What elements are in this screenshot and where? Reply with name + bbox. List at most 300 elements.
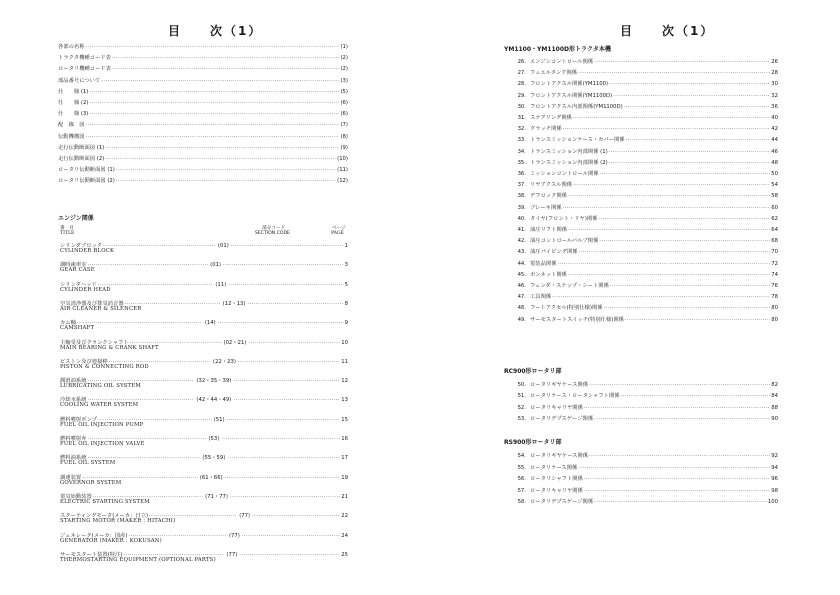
dot-leader bbox=[225, 475, 341, 481]
dot-leader bbox=[230, 494, 340, 500]
dot-leader bbox=[625, 317, 770, 323]
dot-leader bbox=[88, 262, 209, 268]
col-title-en: TITLE bbox=[60, 231, 75, 236]
dot-leader bbox=[568, 193, 770, 199]
dot-leader bbox=[621, 393, 771, 399]
index-row bbox=[508, 147, 778, 155]
entry-label: ロータリケース関係 bbox=[530, 464, 578, 471]
entry-number: 55. bbox=[517, 464, 526, 471]
dot-leader bbox=[578, 70, 770, 76]
section-code: (71・77) bbox=[205, 493, 228, 500]
index-row bbox=[58, 165, 348, 173]
engine-row bbox=[60, 260, 348, 268]
engine-label-jp: スターティングモータ(メーカ：日立) bbox=[60, 513, 149, 520]
index-row bbox=[508, 391, 778, 399]
engine-label-jp: 調速装置 bbox=[60, 474, 82, 481]
index-page: (12) bbox=[337, 178, 348, 185]
index-row bbox=[58, 53, 348, 61]
engine-label-en: PISTON & CONNECTING ROD bbox=[60, 363, 149, 370]
engine-label-en: GOVERNOR SYSTEM bbox=[60, 479, 122, 486]
index-row bbox=[58, 109, 348, 117]
section-code: (53) bbox=[208, 436, 220, 442]
entry-number: 52. bbox=[517, 404, 526, 411]
index-row bbox=[508, 236, 778, 244]
entry-number: 29. bbox=[517, 92, 526, 99]
dot-leader bbox=[610, 283, 770, 289]
index-row bbox=[508, 169, 778, 177]
entry-label: フートアクセル(特別仕様)関係 bbox=[530, 305, 603, 312]
dot-leader bbox=[609, 81, 770, 87]
dot-leader bbox=[86, 134, 340, 140]
entry-page: 42 bbox=[771, 126, 778, 133]
engine-section-heading: エンジン関係 bbox=[58, 215, 94, 222]
entry-page: 90 bbox=[771, 416, 778, 423]
right-page bbox=[420, 0, 840, 595]
engine-page: 11 bbox=[341, 358, 349, 365]
engine-label-en: ELECTRIC STARTING SYSTEM bbox=[60, 498, 150, 505]
index-row bbox=[58, 64, 348, 72]
section-code: (01) bbox=[210, 262, 221, 269]
col-page-en: PAGE bbox=[331, 231, 345, 236]
col-code-en: SECTION CODE bbox=[255, 231, 290, 236]
engine-label-en: CAMSHAFT bbox=[60, 325, 95, 332]
dot-leader bbox=[563, 205, 771, 211]
entry-label: ロータリキャリヤ関係 bbox=[530, 404, 583, 411]
engine-page: 5 bbox=[344, 281, 348, 288]
index-page: (6) bbox=[340, 100, 348, 106]
engine-label-jp: ジェネレータ(メーカ：国産) bbox=[60, 532, 128, 539]
entry-number: 37. bbox=[517, 182, 526, 189]
entry-label: トランスミッションケース・カバー関係 bbox=[530, 137, 625, 144]
engine-page: 10 bbox=[341, 339, 349, 346]
entry-page: 78 bbox=[771, 294, 778, 301]
entry-page: 36 bbox=[771, 103, 778, 110]
index-label: 仕 様 (2) bbox=[58, 100, 89, 106]
entry-page: 94 bbox=[771, 464, 778, 471]
entry-label: フュエルタンク関係 bbox=[530, 70, 578, 77]
entry-number: 43. bbox=[517, 249, 526, 256]
entry-number: 39. bbox=[517, 204, 526, 211]
entry-label: ロータリシャフト関係 bbox=[530, 476, 583, 483]
engine-page: 25 bbox=[341, 551, 348, 558]
index-page: (9) bbox=[340, 144, 348, 151]
index-label: 仕 様 (3) bbox=[58, 111, 89, 118]
dot-leader bbox=[248, 301, 344, 307]
engine-label-en: GENERATOR (MAKER : KOKUSAN) bbox=[60, 537, 162, 544]
dot-leader bbox=[103, 243, 216, 249]
dot-leader bbox=[218, 320, 344, 326]
entry-page: 84 bbox=[771, 393, 778, 400]
dot-leader bbox=[223, 262, 344, 268]
entry-number: 34. bbox=[517, 148, 526, 155]
engine-label-en: THERMOSTARTING EQUIPMENT (OPTIONAL PARTS) bbox=[60, 556, 216, 563]
entry-number: 40. bbox=[517, 215, 526, 222]
index-row bbox=[58, 76, 348, 84]
index-row bbox=[508, 180, 778, 188]
engine-page: 8 bbox=[344, 300, 348, 307]
section-code: (77) bbox=[228, 532, 240, 539]
dot-leader bbox=[248, 340, 340, 346]
entry-number: 45. bbox=[517, 271, 526, 278]
entry-label: フロントアクスル関係(YM1100) bbox=[530, 81, 609, 88]
entry-label: エンジンコントロール関係 bbox=[530, 59, 594, 65]
entry-number: 31. bbox=[517, 115, 526, 121]
dot-leader bbox=[594, 499, 767, 505]
index-row bbox=[58, 120, 348, 128]
entry-page: 26 bbox=[771, 59, 778, 65]
index-row bbox=[508, 135, 778, 143]
index-row bbox=[508, 303, 778, 311]
dot-leader bbox=[77, 320, 203, 326]
index-row bbox=[508, 380, 778, 388]
entry-page: 72 bbox=[771, 260, 778, 267]
entry-label: ロータリケース・ロータシャフト関係 bbox=[530, 393, 620, 400]
entry-label: デフロック関係 bbox=[530, 193, 567, 200]
col-page-jp: ページ bbox=[332, 226, 346, 231]
engine-label-jp: 燃料噴射ポンプ bbox=[60, 416, 98, 423]
entry-number: 46. bbox=[517, 283, 526, 289]
entry-page: 28 bbox=[771, 70, 778, 77]
engine-label-en: GEAR CASE bbox=[60, 267, 95, 274]
entry-number: 33. bbox=[517, 137, 526, 144]
entry-page: 76 bbox=[771, 283, 778, 289]
engine-page: 13 bbox=[341, 397, 349, 404]
engine-label-jp: サーモスタート装置(特注) bbox=[60, 551, 123, 558]
engine-row bbox=[60, 318, 348, 326]
engine-label-jp: シリンダヘッド bbox=[60, 281, 97, 288]
section-code: (61・66) bbox=[199, 474, 223, 481]
entry-label: ボンネット関係 bbox=[530, 271, 567, 278]
engine-label-jp: 燃料噴射弁 bbox=[60, 436, 87, 442]
entry-number: 51. bbox=[517, 393, 526, 400]
engine-page: 12 bbox=[341, 378, 349, 385]
section-heading: RC900形ロータリ部 bbox=[504, 368, 562, 375]
index-row bbox=[58, 87, 348, 95]
entry-number: 28. bbox=[517, 81, 526, 88]
entry-number: 54. bbox=[517, 453, 526, 459]
dot-leader bbox=[604, 305, 771, 311]
index-label: 走行伝動断面図 (1) bbox=[58, 144, 105, 151]
engine-label-en: COOLING WATER SYSTEM bbox=[60, 402, 139, 409]
dot-leader bbox=[239, 552, 340, 558]
entry-label: フェンダ・ステップ・シート関係 bbox=[530, 283, 609, 289]
index-page: (6) bbox=[340, 111, 348, 118]
dot-leader bbox=[589, 453, 770, 459]
index-label: ロータリ伝動断面図 (1) bbox=[58, 167, 115, 174]
entry-page: 80 bbox=[771, 316, 778, 323]
index-row bbox=[508, 214, 778, 222]
entry-label: ロータリギヤケース関係 bbox=[530, 382, 589, 388]
dot-leader bbox=[568, 272, 770, 278]
dot-leader bbox=[86, 122, 340, 128]
entry-page: 58 bbox=[771, 193, 778, 200]
engine-label-en: LUBRICATING OIL SYSTEM bbox=[60, 383, 142, 390]
entry-label: ロータリギヤケース関係 bbox=[530, 453, 589, 459]
dot-leader bbox=[558, 261, 771, 267]
index-row bbox=[508, 463, 778, 471]
section-heading: RS900形ロータリ部 bbox=[504, 439, 562, 446]
entry-label: 油圧パイピング関係 bbox=[530, 249, 578, 256]
section-code: (11) bbox=[215, 281, 227, 288]
engine-label-jp: 調時歯車室 bbox=[60, 262, 87, 269]
entry-number: 50. bbox=[517, 382, 526, 388]
engine-label-en: FUEL OIL INJECTION VALVE bbox=[60, 441, 145, 447]
index-label: 各部の名称 bbox=[58, 44, 85, 50]
page-title-right: 目 次（1） bbox=[620, 24, 715, 38]
entry-page: 82 bbox=[771, 382, 778, 388]
index-row bbox=[508, 403, 778, 411]
dot-leader bbox=[233, 378, 340, 384]
section-code: (02・21) bbox=[223, 339, 247, 346]
index-row bbox=[508, 486, 778, 494]
entry-page: 70 bbox=[771, 249, 778, 256]
index-label: 伝動機構図 bbox=[58, 133, 85, 140]
engine-page: 16 bbox=[341, 436, 348, 442]
engine-label-jp: カム軸 bbox=[60, 320, 76, 327]
dot-leader bbox=[112, 66, 340, 72]
engine-label-jp: シリンダブロック bbox=[60, 243, 103, 249]
index-row bbox=[508, 191, 778, 199]
entry-page: 54 bbox=[771, 182, 778, 189]
index-row bbox=[508, 203, 778, 211]
section-code: (77) bbox=[226, 551, 238, 558]
section-heading: YM1100・YM1100D形トラクタ本機 bbox=[504, 46, 611, 53]
entry-page: 40 bbox=[771, 115, 778, 121]
entry-page: 50 bbox=[771, 171, 778, 177]
dot-leader bbox=[89, 89, 339, 95]
dot-leader bbox=[599, 216, 771, 222]
section-code: (14) bbox=[204, 320, 216, 327]
section-code: (42・44・49) bbox=[196, 397, 232, 404]
section-code: (22・23) bbox=[213, 358, 236, 365]
entry-page: 98 bbox=[771, 487, 778, 494]
engine-label-en: CYLINDER BLOCK bbox=[60, 248, 115, 254]
entry-page: 48 bbox=[771, 159, 778, 166]
dot-leader bbox=[573, 182, 770, 188]
index-row bbox=[508, 247, 778, 255]
index-row bbox=[58, 176, 348, 184]
dot-leader bbox=[594, 59, 770, 65]
engine-page: 15 bbox=[341, 416, 348, 423]
entry-label: フロントアクスル関係(YM1100D) bbox=[530, 92, 613, 99]
index-page: (5) bbox=[340, 88, 348, 95]
index-label: トラクタ機種コード表 bbox=[58, 55, 111, 62]
engine-page: 24 bbox=[341, 532, 348, 539]
engine-label-jp: 空気清浄器及び排気消音器 bbox=[60, 300, 124, 307]
dot-leader bbox=[116, 167, 336, 173]
entry-page: 64 bbox=[771, 227, 778, 233]
section-code: (12・13) bbox=[222, 300, 246, 307]
engine-page: 1 bbox=[344, 243, 348, 249]
index-page: (11) bbox=[337, 167, 348, 174]
index-label: ロータリ伝動断面図 (2) bbox=[58, 178, 115, 185]
section-code: (55・59) bbox=[202, 455, 226, 462]
entry-page: 92 bbox=[771, 453, 778, 459]
dot-leader bbox=[238, 359, 340, 365]
entry-label: ロータリデプスゲージ関係 bbox=[530, 499, 594, 506]
index-page: (1) bbox=[340, 44, 348, 50]
dot-leader bbox=[626, 137, 771, 143]
engine-page: 3 bbox=[344, 262, 348, 269]
entry-number: 42. bbox=[517, 238, 526, 245]
index-label: ロータリ機種コード表 bbox=[58, 66, 111, 73]
entry-number: 36. bbox=[517, 171, 526, 177]
dot-leader bbox=[568, 227, 770, 233]
section-code: (01) bbox=[217, 243, 229, 249]
dot-leader bbox=[578, 465, 770, 471]
dot-leader bbox=[98, 282, 213, 288]
index-page: (10) bbox=[337, 156, 348, 162]
dot-leader bbox=[613, 93, 770, 99]
engine-page: 22 bbox=[341, 513, 349, 520]
entry-label: ロータリキャリヤ関係 bbox=[530, 487, 583, 494]
section-code: (32・35・39) bbox=[196, 378, 232, 385]
entry-page: 30 bbox=[771, 81, 778, 88]
entry-number: 47. bbox=[517, 294, 526, 301]
dot-leader bbox=[227, 455, 340, 461]
section-code: (77) bbox=[239, 513, 251, 520]
index-row bbox=[58, 98, 348, 106]
index-row bbox=[508, 292, 778, 300]
engine-page: 19 bbox=[341, 474, 348, 481]
index-row bbox=[508, 270, 778, 278]
dot-leader bbox=[105, 145, 339, 151]
dot-leader bbox=[573, 115, 770, 121]
dot-leader bbox=[609, 160, 771, 166]
entry-number: 48. bbox=[517, 305, 526, 312]
dot-leader bbox=[233, 397, 340, 403]
dot-leader bbox=[624, 104, 771, 110]
dot-leader bbox=[86, 44, 340, 50]
entry-label: 油圧コントロールバルブ関係 bbox=[530, 238, 599, 245]
index-row bbox=[508, 497, 778, 505]
entry-page: 46 bbox=[771, 148, 778, 155]
engine-label-en: CYLINDER HEAD bbox=[60, 286, 111, 293]
entry-number: 26. bbox=[517, 59, 526, 65]
index-row bbox=[58, 154, 348, 162]
entry-label: タイヤ(フロント・リヤ)関係 bbox=[530, 215, 598, 222]
engine-label-jp: 燃料油系統 bbox=[60, 455, 87, 462]
index-row bbox=[508, 102, 778, 110]
entry-label: クラッチ関係 bbox=[530, 126, 562, 133]
dot-leader bbox=[227, 417, 341, 423]
entry-number: 41. bbox=[517, 227, 526, 233]
col-code-jp: 部分コード bbox=[262, 226, 285, 231]
entry-label: リヤアクスル関係 bbox=[530, 182, 573, 189]
index-page: (7) bbox=[340, 122, 348, 129]
engine-label-jp: ピストン及び連接棒 bbox=[60, 358, 108, 365]
entry-label: ステアリング関係 bbox=[530, 115, 572, 121]
entry-number: 27. bbox=[517, 70, 526, 77]
index-page: (2) bbox=[340, 66, 348, 73]
index-row bbox=[508, 124, 778, 132]
index-page: (8) bbox=[340, 133, 348, 140]
entry-label: 電装品関係 bbox=[530, 260, 557, 267]
entry-label: トランスミッション内部関係 (2) bbox=[530, 159, 608, 166]
dot-leader bbox=[563, 126, 771, 132]
entry-page: 80 bbox=[771, 305, 778, 312]
dot-leader bbox=[116, 178, 336, 184]
col-title-jp: 番 目 bbox=[60, 226, 74, 231]
index-row bbox=[508, 79, 778, 87]
dot-leader bbox=[89, 111, 339, 117]
index-label: 走行伝動断面図 (2) bbox=[58, 156, 105, 162]
entry-page: 100 bbox=[767, 499, 778, 506]
entry-page: 60 bbox=[771, 204, 778, 211]
section-code: (51) bbox=[213, 416, 225, 423]
dot-leader bbox=[584, 405, 770, 411]
entry-number: 44. bbox=[517, 260, 526, 267]
engine-page: 9 bbox=[344, 320, 348, 327]
entry-label: サーモスタートスイッチ(特別仕様)関係 bbox=[530, 316, 624, 323]
entry-number: 57. bbox=[517, 487, 526, 494]
index-page: (2) bbox=[340, 55, 348, 62]
dot-leader bbox=[600, 171, 771, 177]
entry-label: フロントアクスル内部関係(YM1100D) bbox=[530, 103, 623, 110]
index-row bbox=[508, 113, 778, 121]
dot-leader bbox=[584, 476, 770, 482]
index-row bbox=[508, 451, 778, 459]
engine-label-jp: 主軸受及びクランクシャフト bbox=[60, 339, 129, 346]
index-row bbox=[58, 42, 348, 50]
dot-leader bbox=[589, 382, 770, 388]
dot-leader bbox=[242, 533, 340, 539]
index-row bbox=[508, 315, 778, 323]
index-row bbox=[508, 68, 778, 76]
entry-label: ブレーキ関係 bbox=[530, 204, 562, 211]
engine-label-en: MAIN BEARING & CRANK SHAFT bbox=[60, 344, 159, 351]
dot-leader bbox=[584, 488, 770, 494]
index-row bbox=[508, 414, 778, 422]
entry-number: 38. bbox=[517, 193, 526, 200]
index-row bbox=[508, 225, 778, 233]
dot-leader bbox=[221, 436, 340, 442]
dot-leader bbox=[231, 243, 344, 249]
entry-label: 油圧リフト関係 bbox=[530, 227, 568, 233]
entry-number: 56. bbox=[517, 476, 526, 483]
dot-leader bbox=[252, 513, 340, 519]
page-title-left: 目 次（1） bbox=[168, 24, 263, 38]
index-row bbox=[58, 132, 348, 140]
entry-page: 74 bbox=[771, 271, 778, 278]
entry-label: ミッションコントロール関係 bbox=[530, 171, 599, 177]
entry-label: トランスミッション内部関係 (1) bbox=[530, 148, 608, 155]
engine-label-en: AIR CLEANER & SILENCER bbox=[60, 305, 142, 312]
dot-leader bbox=[112, 55, 340, 61]
engine-label-jp: 潤滑油系統 bbox=[60, 378, 87, 385]
entry-label: 工具関係 bbox=[530, 294, 552, 301]
engine-label-en: STARTING MOTOR (MAKER : HITACHI) bbox=[60, 518, 176, 525]
entry-label: ロータリデプスゲージ関係 bbox=[530, 416, 594, 423]
dot-leader bbox=[552, 294, 770, 300]
index-row bbox=[508, 474, 778, 482]
entry-page: 44 bbox=[771, 137, 778, 144]
dot-leader bbox=[101, 78, 339, 84]
dot-leader bbox=[89, 100, 339, 106]
entry-page: 96 bbox=[771, 476, 778, 483]
index-row bbox=[508, 259, 778, 267]
dot-leader bbox=[105, 156, 336, 162]
engine-label-en: FUEL OIL INJECTION PUMP bbox=[60, 421, 144, 428]
dot-leader bbox=[228, 282, 343, 288]
index-row bbox=[58, 143, 348, 151]
entry-page: 68 bbox=[771, 238, 778, 245]
index-row bbox=[508, 57, 778, 65]
index-label: 配 線 図 bbox=[58, 122, 85, 129]
engine-page: 21 bbox=[341, 493, 348, 500]
entry-number: 32. bbox=[517, 126, 526, 133]
index-label: 仕 様 (1) bbox=[58, 88, 89, 95]
